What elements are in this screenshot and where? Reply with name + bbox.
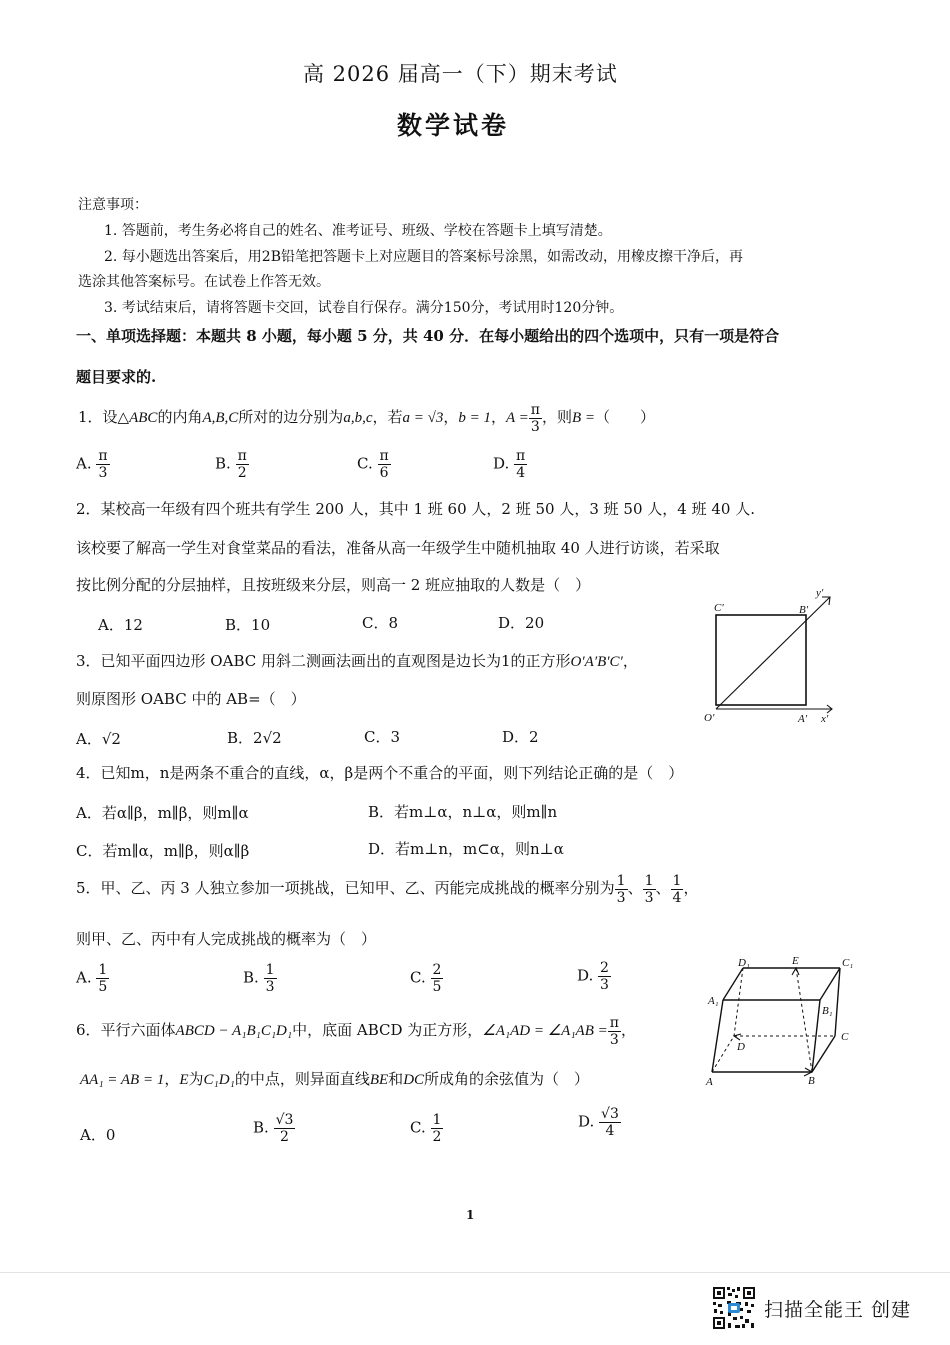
question-5-line-2: 则甲、乙、丙中有人完成挑战的概率为（ ） — [76, 930, 377, 948]
q3-option-c: C．3 — [364, 728, 401, 746]
q6-parallelepiped-figure — [700, 952, 860, 1088]
question-2-line-3: 按比例分配的分层抽样，且按班级来分层，则高一 2 班应抽取的人数是（ ） — [76, 576, 591, 594]
label-a: A′ — [798, 713, 808, 725]
label-d: D — [737, 1041, 745, 1053]
question-5-line-1: 5．甲、乙、丙 3 人独立参加一项挑战，已知甲、乙、丙能完成挑战的概率分别为 $\frac{1}{3}$ 、 $\frac{1}{3}$ 、 $\frac{1}{4}$ ， — [76, 872, 699, 906]
exam-subject: 数学试卷 — [397, 111, 510, 140]
q4-option-d: D．若m⊥n，m⊂α，则n⊥α — [368, 840, 564, 858]
q3-option-b: B．2√2 — [227, 729, 282, 747]
notice-item-2: 2. 每小题选出答案后，用2B铅笔把答题卡上对应题目的答案标号涂黑，如需改动，用橡皮擦干净后，再 — [104, 249, 744, 265]
q5-option-b: B. $\frac{1}{3}$ — [243, 962, 275, 995]
y-axis — [716, 597, 830, 709]
q6-option-d: D. $\frac{√3}{4}$ — [578, 1106, 619, 1139]
q2-option-a: A．12 — [98, 616, 143, 634]
question-4-stem: 4．已知m，n是两条不重合的直线，α，β是两个不重合的平面，则下列结论正确的是（ ） — [76, 764, 684, 782]
q5-option-c: C. $\frac{2}{5}$ — [410, 962, 442, 995]
label-c1: C₁ — [842, 957, 854, 969]
q5-option-d: D. $\frac{2}{3}$ — [577, 960, 609, 993]
question-3-line-2: 则原图形 OABC 中的 AB=（ ） — [76, 690, 306, 708]
footer-divider — [0, 1272, 950, 1273]
q2-option-d: D．20 — [498, 614, 545, 632]
notice-item-2-cont: 选涂其他答案标号。在试卷上作答无效。 — [78, 274, 330, 290]
label-x: x′ — [821, 713, 829, 725]
label-b: B′ — [799, 604, 809, 616]
q1-option-c: C. $\frac{\pi}{6}$ — [357, 448, 389, 481]
question-1-stem: 1．设△ABC的内角A,B,C所对的边分别为a,b,c，若a = √3，b = 1，A = $\frac{\pi}{3}$ ，则B =（ ） — [78, 401, 656, 435]
q4-option-a: A．若α∥β，m∥β，则m∥α — [76, 804, 249, 822]
q4-option-b: B．若m⊥α，n⊥α，则m∥n — [368, 803, 558, 821]
label-a1: A₁ — [708, 995, 719, 1007]
q3-option-a: A．√2 — [76, 730, 121, 748]
section-heading-cont: 题目要求的. — [76, 368, 157, 386]
notice-item-1: 1. 答题前，考生务必将自己的姓名、准考证号、班级、学校在答题卡上填写清楚。 — [104, 223, 612, 239]
question-6-line-1: 6．平行六面体ABCD − A₁B₁C₁D₁中，底面 ABCD 为正方形，∠A₁AD = ∠A₁AB = $\frac{\pi}{3}$ ， — [76, 1014, 636, 1048]
notice-item-3: 3. 考试结束后，请将答题卡交回，试卷自行保存。满分150分，考试用时120分钟。 — [104, 300, 624, 316]
label-e: E — [792, 955, 799, 967]
q2-option-b: B．10 — [225, 616, 271, 634]
question-3-line-1: 3．已知平面四边形 OABC 用斜二测画法画出的直观图是边长为1的正方形O′A′B′C′， — [76, 652, 638, 670]
q6-option-a: A．0 — [80, 1126, 116, 1144]
label-d1: D₁ — [738, 957, 750, 969]
q4-option-c: C．若m∥α，m∥β，则α∥β — [76, 842, 250, 860]
q1-option-d: D. $\frac{\pi}{4}$ — [493, 448, 526, 481]
q1-option-a: A. $\frac{\pi}{3}$ — [76, 448, 108, 481]
label-c: C′ — [714, 602, 724, 614]
q3-square-figure — [700, 585, 840, 727]
q6-option-c: C. $\frac{1}{2}$ — [410, 1112, 442, 1145]
label-c: C — [841, 1031, 849, 1043]
q3-option-d: D．2 — [502, 728, 539, 746]
label-a: A — [706, 1076, 713, 1088]
square-outline — [716, 615, 806, 705]
qr-code-icon — [712, 1286, 756, 1330]
question-6-line-2: AA₁ = AB = 1，E为C₁D₁的中点，则异面直线BE和DC所成角的余弦值为（ ） — [80, 1070, 590, 1088]
label-y: y′ — [816, 587, 824, 599]
section-heading: 一、单项选择题：本题共 8 小题，每小题 5 分，共 40 分．在每小题给出的四个选项中，只有一项是符合 — [76, 327, 780, 345]
watermark-text: 扫描全能王 创建 — [764, 1299, 912, 1321]
label-o: O′ — [704, 712, 715, 724]
exam-title: 高 2026 届高一（下）期末考试 — [303, 62, 618, 86]
q5-option-a: A. $\frac{1}{5}$ — [76, 962, 108, 995]
q6-option-b: B. $\frac{√3}{2}$ — [253, 1112, 294, 1145]
q2-option-c: C．8 — [362, 614, 399, 632]
page-number: 1 — [466, 1208, 475, 1222]
label-b1: B₁ — [822, 1005, 833, 1017]
q1-option-b: B. $\frac{\pi}{2}$ — [215, 448, 247, 481]
label-b: B — [808, 1075, 815, 1087]
notice-heading: 注意事项： — [78, 197, 148, 213]
question-2-line-2: 该校要了解高一学生对食堂菜品的看法，准备从高一年级学生中随机抽取 40 人进行访谈，若采取 — [76, 539, 720, 557]
question-2-line-1: 2．某校高一年级有四个班共有学生 200 人，其中 1 班 60 人，2 班 50 人，3 班 50 人，4 班 40 人. — [76, 500, 755, 518]
